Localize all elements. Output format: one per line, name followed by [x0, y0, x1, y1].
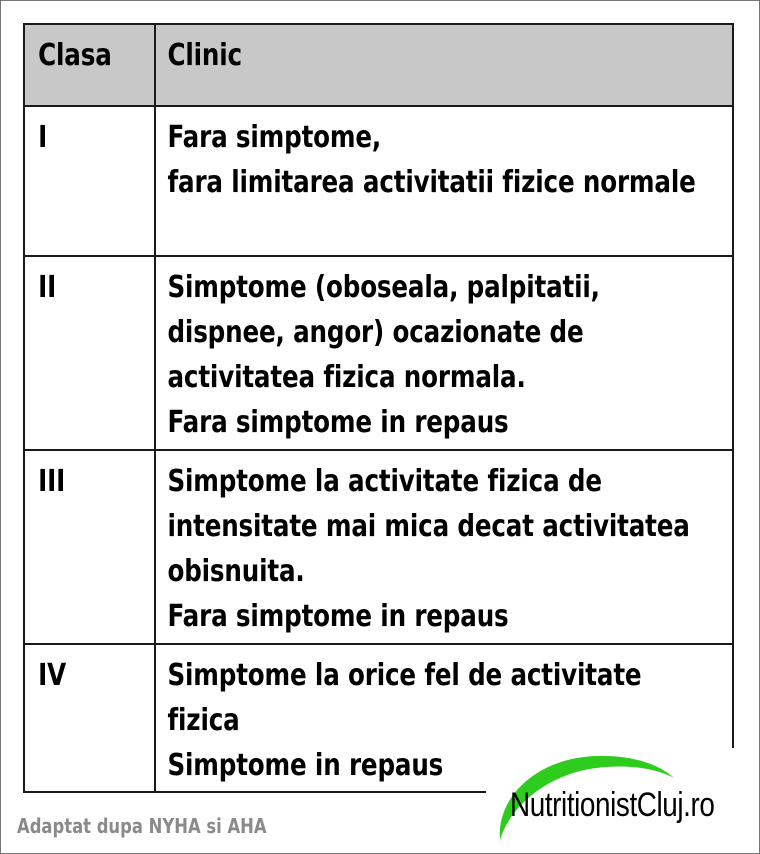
- logo-text: NutritionistCluj.ro: [510, 786, 715, 824]
- clinic-description: Simptome (oboseala, palpitatii, dispnee, angor) ocazionate de activitatea fizica normala. Fara simptome in repaus: [167, 270, 600, 440]
- clinic-description: Fara simptome, fara limitarea activitatii fizice normale: [167, 120, 696, 200]
- clinic-description: Simptome la orice fel de activitate fizica Simptome in repaus: [167, 658, 642, 783]
- nutritionist-cluj-logo[interactable]: [486, 748, 736, 848]
- table-header-row: [24, 24, 733, 106]
- class-label: IV: [38, 658, 66, 693]
- source-note: Adaptat dupa NYHA si AHA: [17, 814, 267, 838]
- class-cell: [24, 256, 155, 450]
- clinic-description: Simptome la activitate fizica de intensitate mai mica decat activitatea obisnuita. Fara simptome in repaus: [167, 464, 690, 634]
- class-cell: [24, 106, 155, 256]
- header-cell-clinic: [155, 24, 733, 106]
- class-label: I: [38, 120, 48, 155]
- header-clasa-label: Clasa: [38, 38, 112, 73]
- clinic-cell: [155, 256, 733, 450]
- header-cell-clasa: [24, 24, 155, 106]
- class-cell: [24, 644, 155, 792]
- clinic-cell: [155, 450, 733, 644]
- class-cell: [24, 450, 155, 644]
- clinic-cell: [155, 106, 733, 256]
- table-row: [24, 450, 733, 644]
- nyha-classification-table: [23, 23, 734, 793]
- class-label: II: [38, 270, 57, 305]
- class-label: III: [38, 464, 66, 499]
- header-clinic-label: Clinic: [167, 38, 242, 73]
- table-row: [24, 256, 733, 450]
- table-row: [24, 106, 733, 256]
